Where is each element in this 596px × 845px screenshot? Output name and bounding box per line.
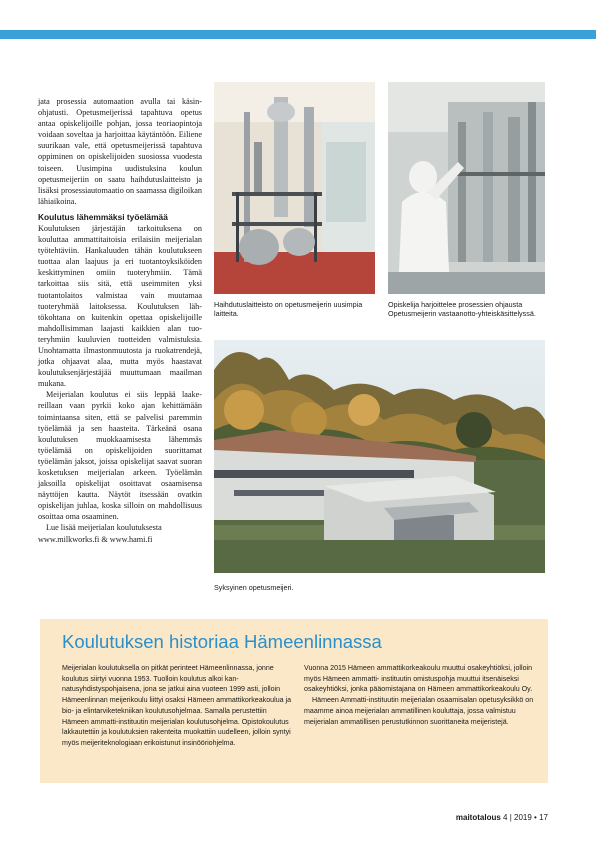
article-links: Lue lisää meijerialan koulutuksesta www.milkworks.fi & www.hami.fi (38, 523, 162, 544)
footer-separator: • (534, 813, 537, 822)
evaporator-image (214, 82, 375, 294)
photo-student-control-caption: Opiskelija harjoittelee prosessien ohjausta Opetusmeijerin vastaanotto-yhteiskäsittelyssä. (388, 300, 536, 319)
photo-evaporator (214, 82, 375, 294)
history-box (40, 619, 548, 783)
article-paragraph: jata prosessia automaation avulla tai käsinohjatusti. Opetusmeijerissä tapahtuva opetus antaa opiskelijoille pohjan, jossa teoriaopintoja voidaan soveltaa ja harjoittaa käytäntöön. Eiliene suurikaan vale, että opetusmeijerissä tapahtuva oppiminen on opiskelijoiden suosiossa vuodesta toiseen. Uusimpina uudistuksina koulun opetusmeijeriin on saatu haihdutuslaitteisto ja lisäksi prosessiautomaatio on saamassa digiloikan lähiaikoina. (38, 97, 202, 206)
article-paragraph: Koulutuksen järjestäjän tarkoituksena on kouluttaa ammattitaitoisia erilaisiin meijerialan työtehtäviin. Hankaluuden tähän koulutukseen tuottaa alan laajuus ja eri tuotantoyksiköiden keskittyminen omiin tuoteryhmiin. Tämä tarkoittaa siis sitä, että useimmiten yksi tuotantolaitos valmistaa vain muutamaa tuoteryhmää laitoksessa. Koulutuksen lähtökohtana on kuitenkin opettaa opiskelijoille mahdollisimman laajasti kaikkien alan tuoteryhmiin kuuluvien tuotteiden valmistuksia. Unohtamatta ilmastonmuutosta ja ruokatrendejä, jotka ohjaavat alaa, mutta myös haastavat koulutuksenjärjestäjää muuttumaan maailman mukana. (38, 223, 202, 389)
history-paragraph: Vuonna 2015 Hämeen ammattikorkeakoulu muuttui osakeyhtiöksi, jolloin myös Hämeen ammatti- instituutin omistuspohja muuttui itsenäiseksi osakeyhtiöksi, jonka pääomistajana on Hämeen ammattikorkeakoulu Oy. (304, 664, 533, 694)
photo-evaporator-caption: Haihdutuslaitteisto on opetusmeijerin uusimpia laitteita. (214, 300, 363, 319)
history-column-left (62, 663, 292, 749)
publication-name: maitotalous (455, 813, 501, 822)
history-box-title: Koulutuksen historiaa Hämeenlinnassa (62, 631, 382, 652)
page-number: 17 (539, 813, 548, 822)
photo-autumn-building-caption: Syksyinen opetusmeijeri. (214, 583, 294, 592)
student-control-image (388, 82, 545, 294)
page-footer (456, 813, 548, 822)
article-paragraph: Meijerialan koulutus ei siis leppää laakereillaan vaan pyrkii koko ajan kehittämään toimintaansa siten, että se palvelisi paremmin työelämää ja sen haasteita. Tärkeänä osana koulutuksen muokkaamisesta lähemmäs työelämää on opiskelijoiden suorittamat työelämän jaksot, joissa opiskelijat saavat suoran kosketuksen meijerialan arkeen. Työelämän jaksoilla opiskelijat osoittavat osaamisensa näyttöjen kautta. Näytöt itsessään ovatkin opiskelijan juhlaa, koska silloin on mahdollisuus osoittaa oma osaaminen. (38, 390, 202, 522)
history-paragraph: Meijerialan koulutuksella on pitkät perinteet Hämeenlinnassa, jonne koulutus siirtyi vuonna 1953. Tuolloin koulutus alkoi kannatusyhdistyspohjaisena, jona se jatkui aina vuoteen 1999 asti, jolloin Hämeenlinnan meijerikoulu liittyi osaksi Hämeen ammattikorkeakoulua ja bio- ja elintarviketekniikan koulutusohjelmaa. Samalla perustettiin Hämeen ammatti-instituutin meijerialan koulutusohjelma. Opistokoulutus lakkautettiin ja koulutuksien rakenteita muokattiin uudelleen, jolloin syntyi myös meijeriteknologiaan erikoistunut insinööriohjelma. (62, 664, 292, 747)
issue-number: 4 | 2019 (503, 813, 532, 822)
history-column-right (304, 663, 534, 727)
history-paragraph: Hämeen Ammatti-instituutin meijerialan osaamisalan opetusyksikkö on maamme ainoa meijerialan ammatillinen kouluttaja, jossa valmistuu meijerialan ammatillisen perustutkinnon suorittaneita meijeristejä. (304, 696, 534, 726)
autumn-building-image (214, 340, 545, 573)
top-accent-bar (0, 30, 596, 39)
article-column (38, 96, 202, 545)
photo-student-control (388, 82, 545, 294)
article-subheading: Koulutus lähemmäksi työelämää (38, 211, 168, 222)
photo-autumn-building (214, 340, 545, 573)
